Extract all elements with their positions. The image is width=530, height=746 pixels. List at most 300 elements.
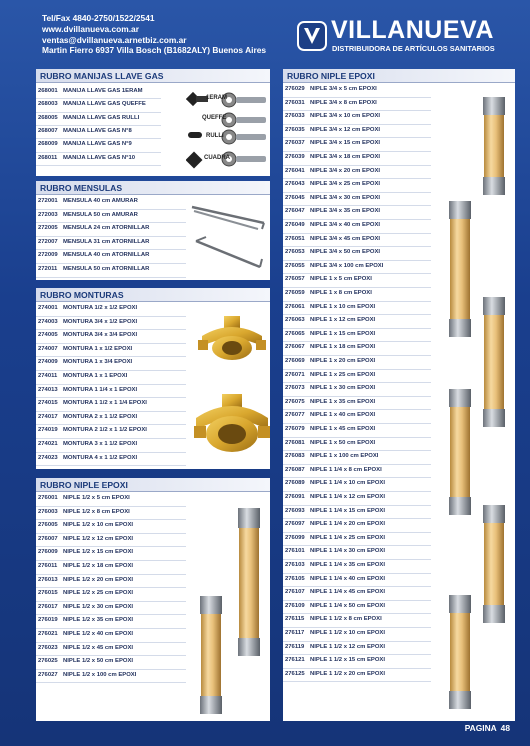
list-item [36,535,133,544]
row-divider [36,533,186,534]
row-divider [283,260,431,261]
list-item [283,357,375,366]
item-code: 276119 [285,643,305,650]
section-manijas [36,69,270,176]
item-description: NIPLE 1/2 x 8 cm EPOXI [63,508,130,515]
item-description: MONTURA 1 x 1 EPOXI [63,373,128,379]
item-code: 276117 [285,630,305,636]
item-code: 276013 [38,576,58,583]
item-code: 276107 [285,589,305,596]
item-code: 276059 [285,290,305,296]
list-item [283,221,380,230]
item-description: MONTURA 3 x 1 1/2 EPOXI [63,441,138,447]
item-description: MONTURA 3/4 x 3/4 EPOXI [63,332,138,339]
section-niple-right [283,69,515,721]
row-divider [283,165,431,166]
item-description: NIPLE 1 1/4 x 45 cm EPOXI [310,589,385,596]
item-description: NIPLE 1/2 x 45 cm EPOXI [63,644,134,651]
niple-pipe-image [238,508,260,656]
item-description: NIPLE 1 x 45 cm EPOXI [310,426,376,432]
niple-pipe-image [200,596,222,714]
page-num: 48 [500,723,510,733]
niple-right-images [443,89,515,719]
list-item [283,507,385,516]
row-divider [283,246,431,247]
item-description: NIPLE 3/4 x 8 cm EPOXI [310,99,377,106]
row-divider [283,573,431,574]
item-code: 276035 [285,126,305,133]
item-code: 276003 [38,508,58,515]
list-item [36,440,137,449]
list-item [36,508,130,517]
list-item [283,262,383,271]
item-code: 276021 [38,631,58,637]
list-item [283,534,385,543]
img-label-1eram: 1ERAM [206,95,228,101]
item-description: MONTURA 1 x 3/4 EPOXI [63,359,133,366]
contact-info [42,13,266,56]
row-divider [36,384,186,385]
row-divider [283,369,431,370]
item-code: 274023 [38,454,58,461]
item-description: MANIJA LLAVE GAS N°10 [63,154,136,161]
row-divider [36,277,186,278]
item-code: 276075 [285,398,305,405]
contact-phone: Tel/Fax 4840-2750/1522/2541 [42,13,155,23]
page-number [461,723,510,733]
row-divider [283,178,431,179]
item-code: 276057 [285,276,305,283]
list-item [36,413,137,422]
item-description: NIPLE 1 1/4 x 10 cm EPOXI [310,480,385,487]
list-item [283,384,375,393]
item-description: NIPLE 1 1/4 x 40 cm EPOXI [310,575,385,582]
list-item [283,207,380,216]
item-code: 272001 [38,198,58,204]
row-divider [36,165,161,166]
item-description: MANIJA LLAVE GAS RULLI [63,114,140,121]
item-description: NIPLE 3/4 x 5 cm EPOXI [310,86,377,92]
list-item [283,452,378,461]
item-code: 276073 [285,385,305,392]
montura-large-image [194,394,270,452]
item-description: MENSULA 24 cm ATORNILLAR [63,225,150,232]
list-item [36,114,139,123]
item-description: NIPLE 1/2 x 15 cm EPOXI [63,549,134,556]
list-item [36,372,127,381]
list-item [283,275,372,284]
item-description: MONTURA 4 x 1 1/2 EPOXI [63,454,138,461]
row-divider [283,328,431,329]
item-code: 276087 [285,466,305,473]
item-description: NIPLE 3/4 x 30 cm EPOXI [310,194,381,201]
list-item [283,493,385,502]
list-item [283,439,375,448]
item-description: MANIJA LLAVE GAS QUEFFE [63,101,146,108]
list-item [283,316,375,325]
list-item [36,386,137,395]
row-divider [283,192,431,193]
row-divider [36,682,186,683]
row-divider [283,273,431,274]
logo-v-icon [297,21,327,51]
item-description: NIPLE 1/2 x 40 cm EPOXI [63,631,134,637]
item-code: 274005 [38,332,58,339]
item-code: 276109 [285,602,305,609]
row-divider [283,586,431,587]
list-item [36,616,133,625]
row-divider [36,601,186,602]
item-description: NIPLE 3/4 x 20 cm EPOXI [310,167,381,174]
list-item [36,304,137,313]
list-item [36,251,149,260]
row-divider [36,397,186,398]
item-code: 276067 [285,344,305,351]
item-description: NIPLE 1 1/4 x 30 cm EPOXI [310,548,385,555]
niple-left-images [196,500,270,718]
list-item [36,331,137,340]
item-description: NIPLE 1/2 x 20 cm EPOXI [63,576,134,583]
item-code: 268001 [38,88,58,94]
list-item [36,224,149,233]
item-code: 276083 [285,453,305,460]
page-label: PAGINA [464,723,497,733]
item-description: NIPLE 1 1/2 x 10 cm EPOXI [310,630,385,636]
manija-images [186,85,270,175]
list-item [283,588,385,597]
list-item [283,85,377,94]
row-divider [36,236,186,237]
item-code: 276031 [285,99,305,106]
item-description: NIPLE 3/4 x 35 cm EPOXI [310,208,381,215]
item-code: 276037 [285,140,305,147]
row-divider [36,519,186,520]
item-code: 274011 [38,373,58,379]
list-item [283,112,380,121]
item-description: NIPLE 1/2 x 25 cm EPOXI [63,590,134,597]
row-divider [283,205,431,206]
row-divider [36,655,186,656]
item-code: 274017 [38,413,58,420]
list-item [36,100,146,109]
list-item [283,343,375,352]
list-item [283,167,380,176]
row-divider [283,355,431,356]
item-description: NIPLE 1 1/4 x 20 cm EPOXI [310,521,385,528]
item-code: 276101 [285,548,305,555]
item-code: 276051 [285,235,305,242]
item-description: NIPLE 1/2 x 50 cm EPOXI [63,658,134,665]
item-code: 276093 [285,507,305,514]
item-description: NIPLE 1 1/4 x 50 cm EPOXI [310,602,385,609]
item-description: NIPLE 1 1/4 x 12 cm EPOXI [310,494,385,500]
item-description: NIPLE 1/2 x 12 cm EPOXI [63,535,134,542]
item-code: 274009 [38,359,58,366]
brand-logo [297,15,497,59]
item-code: 274021 [38,441,58,447]
item-description: NIPLE 3/4 x 18 cm EPOXI [310,154,381,160]
item-code: 276103 [285,562,305,568]
row-divider [36,642,186,643]
item-code: 276115 [285,616,305,623]
item-code: 274013 [38,386,58,393]
list-item [36,211,138,220]
row-divider [283,518,431,519]
item-description: MONTURA 1/2 x 1/2 EPOXI [63,305,138,311]
item-code: 276005 [38,522,58,529]
list-item [283,139,380,148]
row-divider [36,424,186,425]
row-divider [283,151,431,152]
item-description: NIPLE 1 1/2 x 12 cm EPOXI [310,643,385,650]
row-divider [283,491,431,492]
list-item [36,454,137,463]
row-divider [36,465,186,466]
list-item [36,521,133,530]
section-title: RUBRO NIPLE EPOXI [36,478,270,492]
item-code: 276007 [38,535,58,542]
item-code: 274001 [38,305,58,311]
row-divider [36,138,161,139]
list-item [283,575,385,584]
list-item [283,479,385,488]
item-description: NIPLE 1 x 15 cm EPOXI [310,330,376,337]
list-item [283,425,375,434]
item-code: 276065 [285,330,305,337]
section-mensulas [36,181,270,280]
manija-rulli-image [188,130,266,144]
section-niple-left [36,478,270,721]
item-code: 272011 [38,266,58,272]
item-description: NIPLE 1 1/4 x 25 cm EPOXI [310,534,385,541]
item-code: 276029 [285,86,305,92]
manija-queffe-image [222,113,266,127]
item-description: MONTURA 2 1/2 x 1 1/2 EPOXI [63,427,147,434]
item-description: NIPLE 1 x 35 cm EPOXI [310,398,376,405]
list-item [283,289,372,298]
list-item [36,671,136,680]
row-divider [283,627,431,628]
montura-small-image [198,316,266,360]
item-code: 274015 [38,400,58,407]
item-description: MONTURA 1 1/4 x 1 EPOXI [63,386,138,393]
row-divider [283,314,431,315]
item-description: NIPLE 3/4 x 15 cm EPOXI [310,140,381,147]
item-code: 276079 [285,426,305,432]
list-item [36,140,132,149]
list-item [283,180,380,189]
niple-pipe-image [449,389,471,515]
img-label-queffe: QUEFFE [202,115,227,121]
list-item [36,603,133,612]
item-code: 272009 [38,252,58,259]
row-divider [36,628,186,629]
row-divider [283,464,431,465]
item-code: 276097 [285,521,305,528]
item-description: MONTURA 1 1/2 x 1 1/4 EPOXI [63,400,147,407]
list-item [283,126,380,135]
list-item [36,358,132,367]
row-divider [36,452,186,453]
row-divider [283,409,431,410]
img-label-cuadra: CUADRA [204,155,230,161]
item-code: 276063 [285,317,305,324]
contact-email[interactable]: ventas@dvillanueva.arnetbiz.com.ar [42,34,187,45]
item-code: 276121 [285,657,305,664]
row-divider [283,219,431,220]
page-header [0,0,530,62]
item-description: NIPLE 1/2 x 10 cm EPOXI [63,522,134,529]
item-code: 268005 [38,114,58,121]
item-code: 276053 [285,249,305,256]
item-description: NIPLE 1/2 x 30 cm EPOXI [63,603,134,610]
brand-tagline: DISTRIBUIDORA DE ARTÍCULOS SANITARIOS [332,44,495,53]
row-divider [283,641,431,642]
row-divider [36,560,186,561]
row-divider [283,137,431,138]
list-item [283,303,375,312]
item-description: NIPLE 1 1/4 x 35 cm EPOXI [310,562,385,568]
item-code: 276071 [285,371,305,378]
item-description: MANIJA LLAVE GAS N°8 [63,127,132,134]
item-code: 276081 [285,439,305,446]
row-divider [36,112,161,113]
row-divider [283,437,431,438]
item-description: NIPLE 1 1/4 x 15 cm EPOXI [310,507,385,514]
row-divider [36,263,186,264]
item-description: NIPLE 1 x 18 cm EPOXI [310,344,376,351]
row-divider [36,343,186,344]
list-item [283,520,385,529]
section-monturas [36,288,270,469]
item-code: 274007 [38,345,58,352]
list-item [283,153,380,162]
row-divider [36,329,186,330]
item-code: 276089 [285,480,305,487]
row-divider [283,341,431,342]
item-description: NIPLE 3/4 x 10 cm EPOXI [310,113,381,120]
item-code: 276125 [285,670,305,677]
mensula-image [188,197,270,277]
row-divider [283,559,431,560]
row-divider [283,477,431,478]
item-description: NIPLE 1 x 40 cm EPOXI [310,412,376,419]
list-item [283,670,385,679]
item-description: NIPLE 1 x 25 cm EPOXI [310,371,376,378]
list-item [283,99,377,108]
item-code: 276047 [285,208,305,215]
list-item [36,630,133,639]
item-description: MANIJA LLAVE GAS 1ERAM [63,88,143,94]
section-title: RUBRO MONTURAS [36,288,270,302]
item-description: NIPLE 1 1/2 x 15 cm EPOXI [310,657,385,664]
row-divider [36,411,186,412]
row-divider [36,506,186,507]
row-divider [36,587,186,588]
item-description: NIPLE 1 x 10 cm EPOXI [310,303,376,310]
item-description: NIPLE 1 x 5 cm EPOXI [310,276,372,283]
niple-pipe-image [483,297,505,427]
item-code: 268003 [38,101,58,108]
item-code: 276055 [285,262,305,269]
niple-pipe-image [449,595,471,709]
item-code: 276015 [38,590,58,597]
list-item [283,194,380,203]
niple-pipe-image [483,97,505,195]
list-item [283,371,375,380]
list-item [36,576,133,585]
list-item [283,411,375,420]
item-code: 272003 [38,211,58,218]
item-description: MENSULA 50 cm ATORNILLAR [63,266,150,272]
contact-website[interactable]: www.dvillanueva.com.ar [42,23,139,34]
item-description: NIPLE 1 x 12 cm EPOXI [310,317,376,324]
item-code: 268011 [38,154,58,161]
list-item [36,399,147,408]
item-code: 272005 [38,225,58,232]
row-divider [283,124,431,125]
list-item [36,494,130,503]
contact-address: Martin Fierro 6937 Villa Bosch (B1682ALY) Buenos Aires [42,45,267,56]
row-divider [283,450,431,451]
row-divider [283,654,431,655]
item-code: 268007 [38,127,58,134]
item-description: MONTURA 3/4 x 1/2 EPOXI [63,318,138,325]
row-divider [283,396,431,397]
niple-pipe-image [449,201,471,337]
list-item [36,657,133,666]
item-code: 276043 [285,181,305,188]
row-divider [283,233,431,234]
section-title: RUBRO MANIJAS LLAVE GAS [36,69,270,83]
row-divider [36,370,186,371]
row-divider [36,125,161,126]
list-item [283,235,380,244]
item-code: 276061 [285,303,305,310]
list-item [36,238,149,247]
item-code: 274019 [38,427,58,434]
list-item [283,656,385,665]
item-code: 276099 [285,534,305,541]
row-divider [36,152,161,153]
list-item [283,398,375,407]
list-item [36,426,147,435]
item-description: NIPLE 3/4 x 25 cm EPOXI [310,181,381,188]
list-item [283,248,380,257]
list-item [283,629,385,638]
item-code: 276033 [285,113,305,120]
list-item [36,87,143,96]
niple-pipe-image [483,505,505,623]
montura-images [194,306,270,466]
item-description: NIPLE 3/4 x 12 cm EPOXI [310,126,381,133]
row-divider [36,438,186,439]
row-divider [283,532,431,533]
item-code: 276041 [285,167,305,174]
item-code: 268009 [38,141,58,148]
list-item [36,548,133,557]
item-code: 276023 [38,644,58,651]
row-divider [283,382,431,383]
row-divider [283,110,431,111]
item-description: NIPLE 1 1/2 x 8 cm EPOXI [310,616,382,623]
row-divider [283,681,431,682]
item-code: 276039 [285,154,305,160]
item-description: NIPLE 1 x 30 cm EPOXI [310,385,376,392]
item-description: NIPLE 1 x 100 cm EPOXI [310,453,379,460]
item-description: NIPLE 3/4 x 45 cm EPOXI [310,235,381,242]
list-item [283,615,382,624]
